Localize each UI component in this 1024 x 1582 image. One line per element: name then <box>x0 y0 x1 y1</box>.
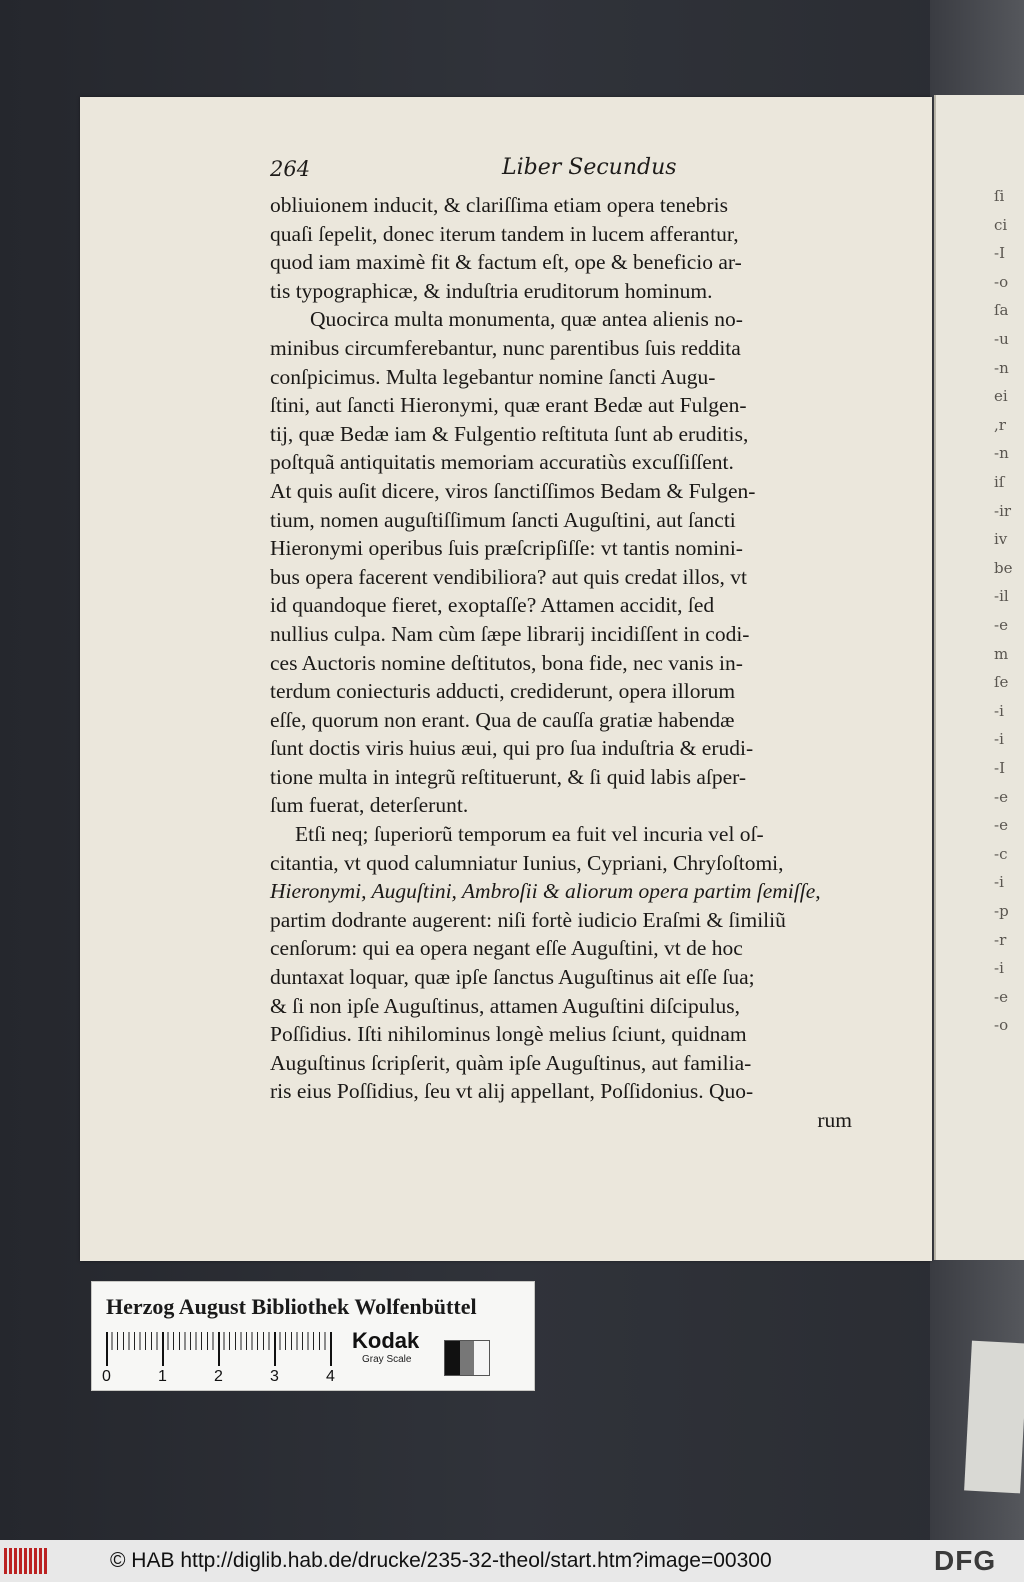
facing-page-fragment: -i <box>994 873 1004 892</box>
text-line: duntaxat loquar, quæ ipſe ſanctus Auguſtinus ait eſſe ſua; <box>270 965 755 990</box>
kodak-logo: Kodak <box>352 1328 420 1353</box>
text-line: Poſſidius. Iſti nihilominus longè melius ſciunt, quidnam <box>270 1022 747 1047</box>
text-line: quod iam maximè fit & factum eſt, ope & beneficio ar- <box>270 250 742 275</box>
ruler-major-tick <box>218 1332 220 1366</box>
facing-page-fragment: -u <box>994 330 1009 348</box>
gray-scale-patch <box>444 1340 490 1376</box>
text-line: tium, nomen auguſtiſſimum ſancti Auguſtini, aut ſancti <box>270 507 736 532</box>
facing-page-fragment: -o <box>994 1016 1009 1035</box>
text-line: tij, quæ Bedæ iam & Fulgentio reſtituta ſunt ab eruditis, <box>270 421 749 446</box>
facing-page-fragment: -p <box>994 902 1009 920</box>
page-number: 264 <box>270 157 311 181</box>
text-line: Quocirca multa monumenta, quæ antea alienis no- <box>310 307 743 332</box>
ruler-major-tick <box>162 1332 164 1366</box>
gray-scale-label: Gray Scale <box>362 1354 412 1365</box>
facing-page-fragment: -n <box>994 358 1009 377</box>
ruler-major-tick <box>274 1332 276 1366</box>
facing-page-edge <box>934 95 1024 1260</box>
facing-page-fragment: -ir <box>994 501 1012 520</box>
text-line: minibus circumferebantur, nunc parentibus ſuis reddita <box>270 335 741 360</box>
barcode-icon <box>4 1548 48 1574</box>
text-line: conſpicimus. Multa legebantur nomine ſancti Augu- <box>270 364 716 389</box>
text-line: Etſi neq; ſuperiorũ temporum ea fuit vel incuria vel oſ- <box>295 822 764 847</box>
facing-page-fragment: -r <box>994 930 1007 949</box>
facing-page-fragment: -o <box>994 272 1009 291</box>
text-line: ris eius Poſſidius, ſeu vt alij appellant, Poſſidonius. Quo- <box>270 1079 754 1104</box>
text-line: Hieronymi operibus ſuis præſcripſiſſe: vt tantis nomini- <box>270 536 743 561</box>
facing-page-fragment: -il <box>994 587 1009 606</box>
text-line: ſunt doctis viris huius æui, qui pro ſua induſtria & erudi- <box>270 736 754 761</box>
text-line: ces Auctoris nomine deſtitutos, bona fide, nec vanis in- <box>270 650 743 675</box>
scale-label: 1 <box>158 1368 167 1385</box>
facing-page-fragment: -e <box>994 787 1008 806</box>
facing-page-fragment: ſe <box>994 673 1009 692</box>
facing-page-fragment: -c <box>994 844 1008 863</box>
text-line: eſſe, quorum non erant. Qua de cauſſa gratiæ habendæ <box>270 707 735 732</box>
text-line: ſtini, aut ſancti Hieronymi, quæ erant Bedæ aut Fulgen- <box>270 393 747 418</box>
text-line: Auguſtinus ſcripſerit, quàm ipſe Auguſtinus, aut familia- <box>270 1050 752 1075</box>
text-line: tione multa in integrũ reſtituerunt, & ſi quid labis aſper- <box>270 764 747 789</box>
facing-page-fragment: -e <box>994 616 1008 634</box>
running-head <box>270 155 855 185</box>
facing-page-fragment: iſ <box>994 473 1005 491</box>
text-line: & ſi non ipſe Auguſtinus, attamen Auguſtini diſcipulus, <box>270 993 740 1018</box>
clip-card <box>964 1341 1024 1494</box>
scale-label: 0 <box>102 1368 111 1385</box>
facing-page-fragment: ſi <box>994 187 1005 205</box>
facing-page-fragment: -i <box>994 701 1004 720</box>
scale-label: 2 <box>214 1368 223 1385</box>
facing-page-fragment: -n <box>994 444 1009 463</box>
facing-page-fragment: -e <box>994 816 1008 835</box>
text-line: citantia, vt quod calumniatur Iunius, Cypriani, Chryſoſtomi, <box>270 850 784 875</box>
ruler-major-tick <box>330 1332 332 1366</box>
text-line: id quandoque fieret, exoptaſſe? Attamen accidit, ſed <box>270 593 715 618</box>
text-line: quaſi ſepelit, donec iterum tandem in lucem afferantur, <box>270 221 739 246</box>
scale-label: 3 <box>270 1368 279 1385</box>
text-line: At quis auſit dicere, viros ſanctiſſimos Bedam & Fulgen- <box>270 478 756 503</box>
footer-bar <box>0 1540 1024 1582</box>
dfg-logo: DFG <box>934 1545 997 1576</box>
text-line: terdum coniecturis adducti, crediderunt, opera illorum <box>270 679 736 704</box>
facing-page-fragment: ci <box>994 215 1008 234</box>
running-title: Liber Secundus <box>502 155 677 180</box>
text-line: cenſorum: qui ea opera negant eſſe Auguſtini, vt de hoc <box>270 936 743 961</box>
catchword: rum <box>817 1108 852 1132</box>
library-name: Herzog August Bibliothek Wolfenbüttel <box>106 1294 477 1319</box>
facing-page-fragment: iv <box>994 530 1008 549</box>
facing-page-fragment: ſa <box>994 301 1009 320</box>
text-line: partim dodrante augerent: niſi fortè iudicio Eraſmi & ſimiliũ <box>270 907 786 932</box>
book-page <box>80 97 932 1261</box>
text-line: obliuionem inducit, & clariſſima etiam opera tenebris <box>270 193 728 217</box>
text-line: Hieronymi, Auguſtini, Ambroſii & aliorum opera partim ſemiſſe, <box>270 879 821 904</box>
text-line: nullius culpa. Nam cùm ſæpe librarij incidiſſent in codi- <box>270 621 750 646</box>
text-line: poſtquã antiquitatis memoriam accuratiùs excuſſiſſent. <box>270 450 734 475</box>
facing-page-fragment: -I <box>994 759 1005 777</box>
facing-page-fragment: m <box>994 644 1009 663</box>
facing-page-fragment: -e <box>994 987 1008 1006</box>
text-line: bus opera facerent vendibiliora? aut quis credat illos, vt <box>270 564 748 589</box>
facing-page-fragment: -i <box>994 959 1004 978</box>
text-line: tis typographicæ, & induſtria eruditorum hominum. <box>270 278 713 303</box>
facing-page-fragment: -I <box>994 244 1005 263</box>
facing-page-fragment: -i <box>994 730 1004 749</box>
ruler-major-tick <box>106 1332 108 1366</box>
facing-page-fragment: be <box>994 558 1013 577</box>
color-calibration-card <box>91 1281 535 1391</box>
footer-credit[interactable]: © HAB http://diglib.hab.de/drucke/235-32-theol/start.htm?image=00300 <box>110 1549 772 1572</box>
body-text <box>270 191 852 1135</box>
facing-page-fragment: ,r <box>994 415 1006 434</box>
text-line: ſum fuerat, deterſerunt. <box>270 793 469 818</box>
facing-page-fragment: ei <box>994 387 1008 406</box>
scale-label: 4 <box>326 1368 335 1385</box>
